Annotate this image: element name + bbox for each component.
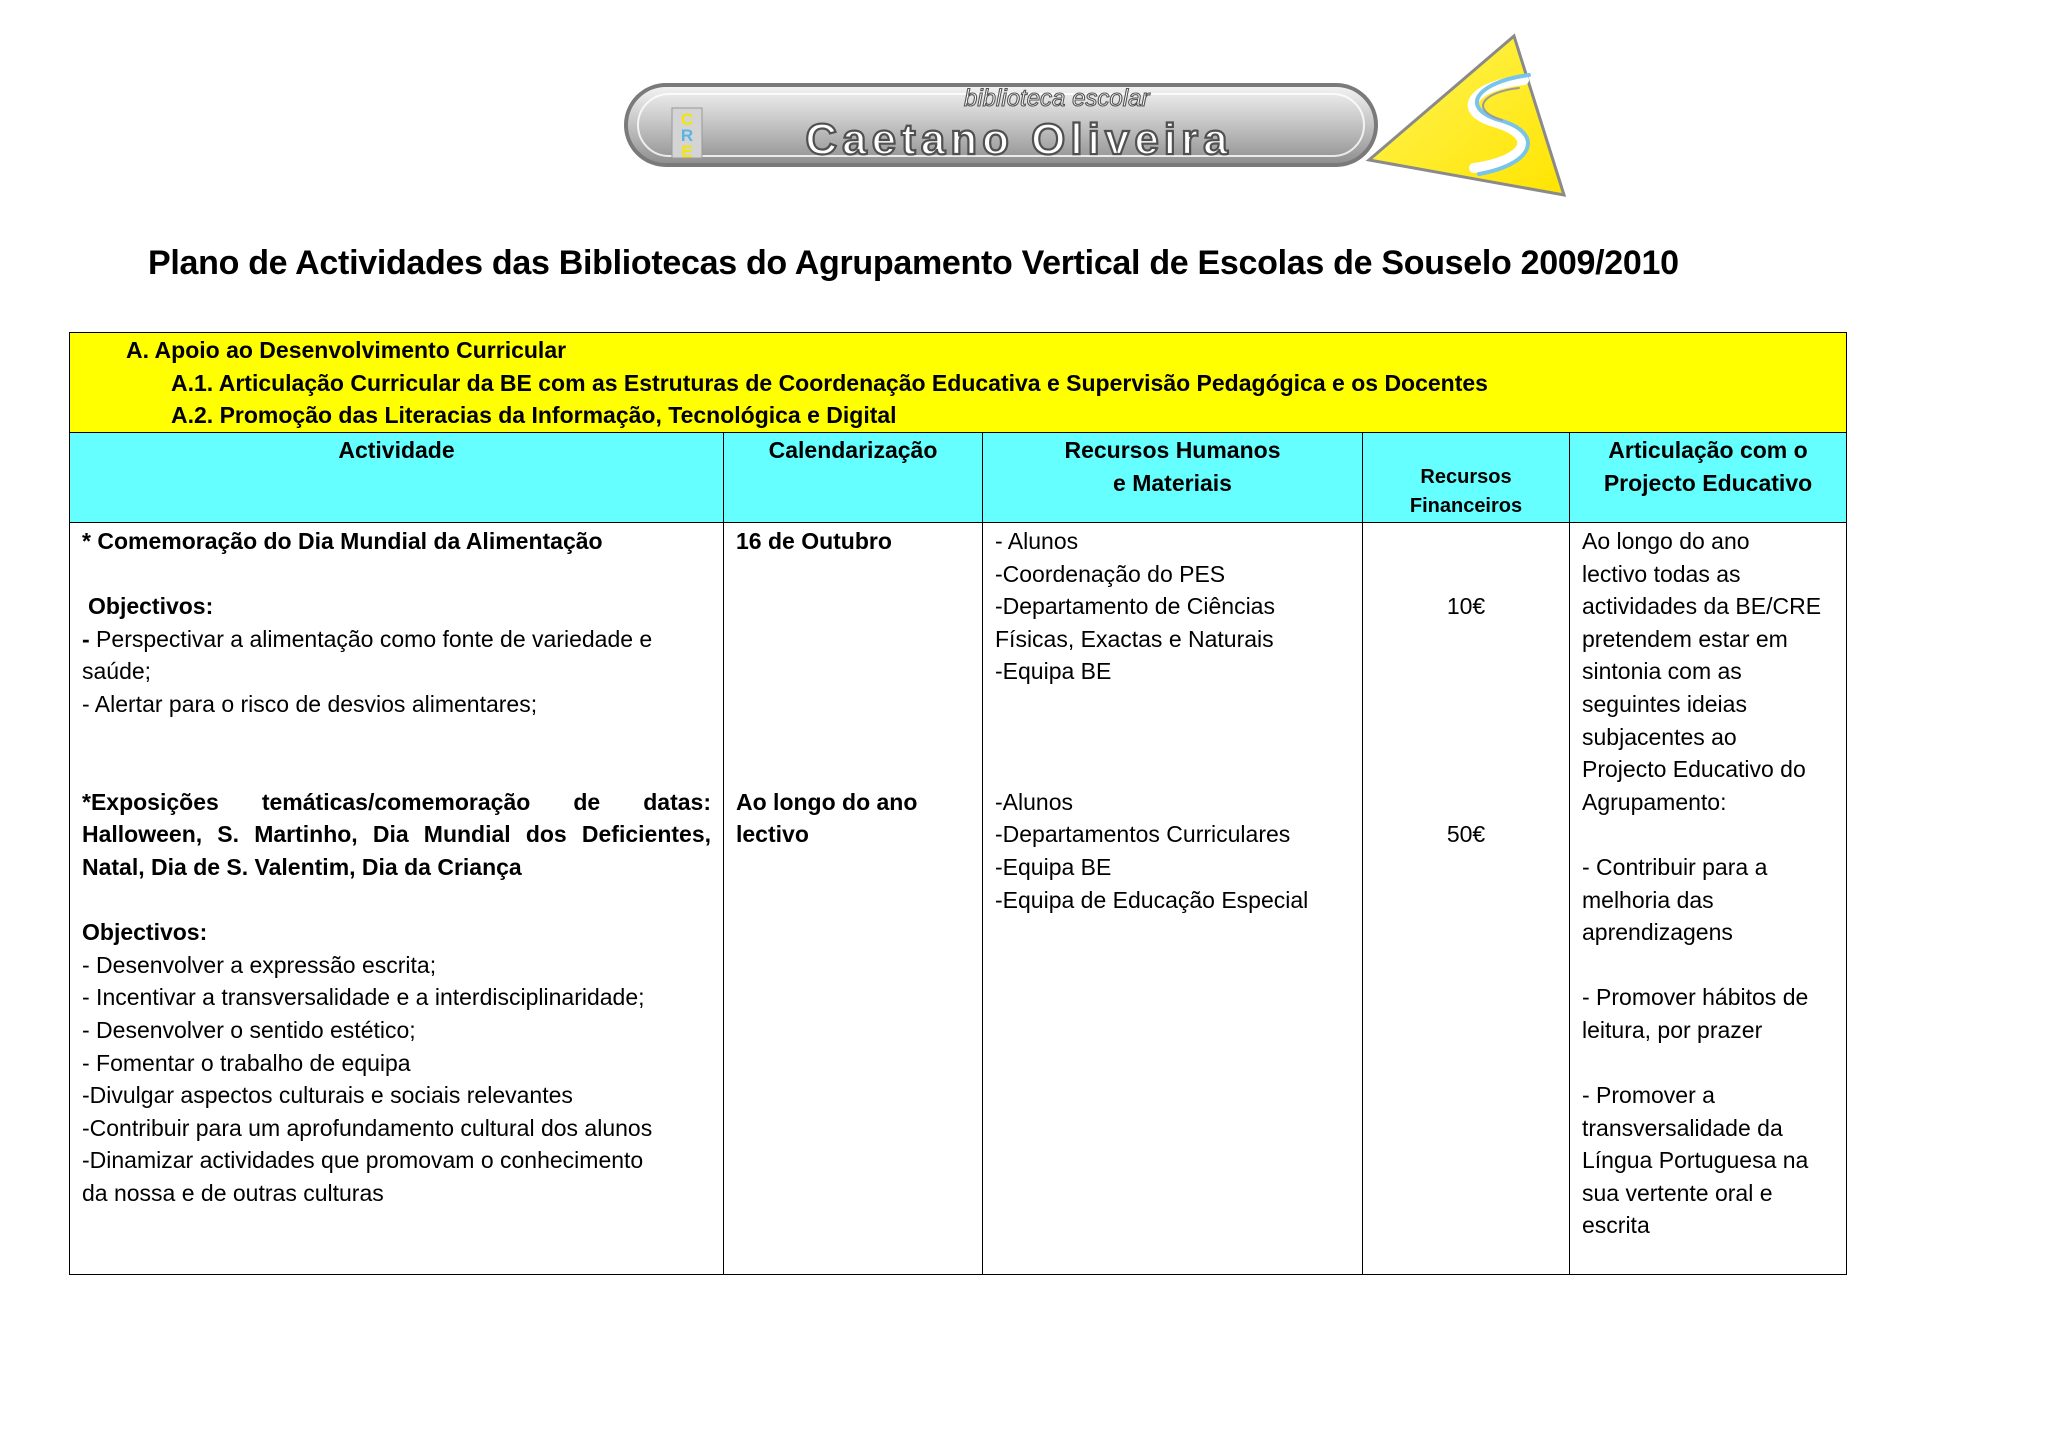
- activity2-resource: -Equipa BE: [995, 853, 1112, 880]
- activity2-objective: - Incentivar a transversalidade e a interdisciplinaridade;: [82, 984, 645, 1011]
- activity2-title-1: *Exposições temáticas/comemoração de datas:: [82, 788, 711, 815]
- logo-name: Caetano Oliveira: [805, 115, 1233, 164]
- cell-actividade: [70, 523, 724, 1275]
- articulacao-line: subjacentes ao: [1582, 723, 1737, 750]
- articulacao-line: - Promover a: [1582, 1082, 1715, 1109]
- activity2-objectives-label: Objectivos:: [82, 919, 208, 946]
- logo-graphic: [624, 30, 1574, 200]
- column-header-row: [70, 433, 1847, 523]
- section-header-row: [70, 333, 1847, 433]
- articulacao-line: - Promover hábitos de: [1582, 984, 1809, 1011]
- activity2-date-1: Ao longo do ano: [736, 788, 918, 815]
- section-heading: A. Apoio ao Desenvolvimento Curricular: [126, 337, 567, 363]
- articulacao-line: pretendem estar em: [1582, 625, 1788, 652]
- activity2-resource: -Equipa de Educação Especial: [995, 886, 1309, 913]
- articulacao-line: melhoria das: [1582, 886, 1714, 913]
- cre-badge: [672, 108, 702, 161]
- activity1-objective-2: - Alertar para o risco de desvios alimentares;: [82, 690, 538, 717]
- activity1-date: 16 de Outubro: [736, 528, 892, 554]
- activity1-resource: -Equipa BE: [995, 658, 1112, 685]
- activity1-resource: Físicas, Exactas e Naturais: [995, 625, 1274, 652]
- col-header-recursos-humanos: Recursos Humanos e Materiais: [983, 433, 1363, 523]
- svg-text:C: C: [680, 110, 694, 129]
- cell-recursos-humanos: [983, 523, 1363, 1275]
- activity1-resource: -Departamento de Ciências: [995, 593, 1275, 620]
- articulacao-line: sintonia com as: [1582, 658, 1742, 685]
- activity2-resource: -Alunos: [995, 788, 1073, 815]
- activity2-objective: -Contribuir para um aprofundamento cultural dos alunos: [82, 1114, 653, 1141]
- articulacao-line: lectivo todas as: [1582, 560, 1741, 587]
- svg-text:R: R: [680, 126, 694, 145]
- activity2-cost: 50€: [1446, 821, 1486, 848]
- articulacao-line: sua vertente oral e: [1582, 1179, 1773, 1206]
- col-header-actividade: Actividade: [70, 433, 724, 523]
- articulacao-line: Agrupamento:: [1582, 788, 1727, 815]
- articulacao-line: leitura, por prazer: [1582, 1016, 1763, 1043]
- activity2-objective: - Fomentar o trabalho de equipa: [82, 1049, 411, 1076]
- activity2-resource: -Departamentos Curriculares: [995, 821, 1291, 848]
- cell-calendarizacao: [724, 523, 983, 1275]
- articulacao-line: transversalidade da: [1582, 1114, 1783, 1141]
- col-header-articulacao: Articulação com o Projecto Educativo: [1570, 433, 1847, 523]
- articulacao-line: [1582, 949, 1834, 982]
- articulacao-line: actividades da BE/CRE: [1582, 593, 1822, 620]
- activity1-cost: 10€: [1446, 593, 1486, 620]
- logo-swoosh-triangle: [1369, 36, 1564, 195]
- articulacao-line: escrita: [1582, 1212, 1650, 1239]
- articulacao-line: Ao longo do ano: [1582, 528, 1750, 554]
- activity2-objective: -Divulgar aspectos culturais e sociais relevantes: [82, 1082, 573, 1109]
- activity2-title-3: Natal, Dia de S. Valentim, Dia da Criança: [82, 853, 522, 880]
- col-header-calendarizacao: Calendarização: [724, 433, 983, 523]
- articulacao-line: Projecto Educativo do: [1582, 756, 1806, 783]
- articulacao-line: - Contribuir para a: [1582, 853, 1768, 880]
- activity2-title-2: Halloween, S. Martinho, Dia Mundial dos Deficientes,: [82, 821, 711, 848]
- articulacao-line: Língua Portuguesa na: [1582, 1147, 1809, 1174]
- activity1-resource: - Alunos: [995, 528, 1079, 554]
- activity1-objective-1-cont: saúde;: [82, 658, 152, 685]
- articulacao-line: aprendizagens: [1582, 919, 1733, 946]
- activity1-objectives-label: Objectivos:: [88, 593, 214, 620]
- school-library-logo: [624, 30, 1574, 200]
- cell-articulacao: [1570, 523, 1847, 1275]
- articulacao-line: seguintes ideias: [1582, 690, 1747, 717]
- col-header-recursos-financeiros: Recursos Financeiros: [1363, 433, 1570, 523]
- cell-recursos-financeiros: [1363, 523, 1570, 1275]
- activity2-objective: -Dinamizar actividades que promovam o conhecimento: [82, 1147, 644, 1174]
- activities-body-row: [70, 523, 1847, 1275]
- page-title: Plano de Actividades das Bibliotecas do Agrupamento Vertical de Escolas de Souselo 2009/2010: [148, 244, 1679, 282]
- logo-subtitle: biblioteca escolar: [964, 85, 1150, 112]
- activity1-title: * Comemoração do Dia Mundial da Alimentação: [82, 528, 603, 554]
- activity2-objective: da nossa e de outras culturas: [82, 1179, 384, 1206]
- activity2-objective: - Desenvolver o sentido estético;: [82, 1016, 416, 1043]
- activity1-objective-1: - Perspectivar a alimentação como fonte de variedade e: [82, 625, 653, 652]
- section-sub-1: A.1. Articulação Curricular da BE com as Estruturas de Coordenação Educativa e Supervisão Pedagógica e os Docentes: [171, 369, 1488, 396]
- activity1-resource: -Coordenação do PES: [995, 560, 1226, 587]
- svg-text:E: E: [681, 142, 693, 161]
- articulacao-line: [1582, 818, 1834, 851]
- section-sub-2: A.2. Promoção das Literacias da Informação, Tecnológica e Digital: [171, 402, 897, 429]
- activities-plan-table: [69, 332, 1847, 1275]
- articulacao-line: [1582, 1047, 1834, 1080]
- activity2-objective: - Desenvolver a expressão escrita;: [82, 951, 437, 978]
- section-header: [70, 333, 1847, 433]
- activity2-date-2: lectivo: [736, 821, 809, 848]
